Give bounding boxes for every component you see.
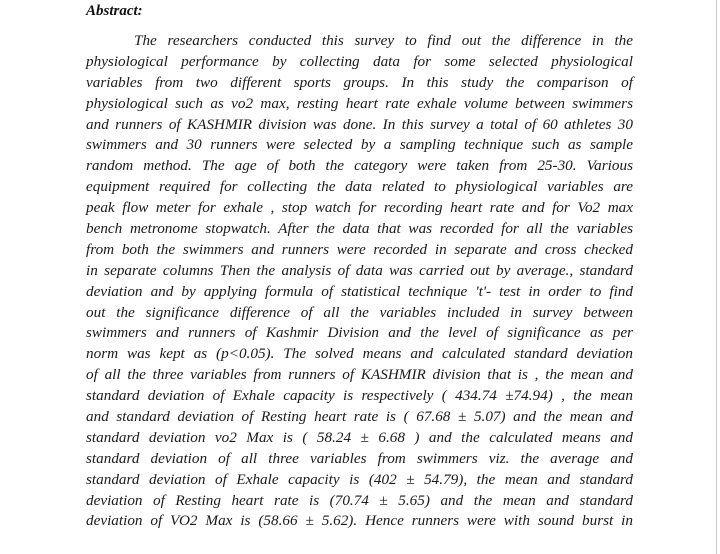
abstract-body	[86, 31, 633, 532]
abstract-line: deviation of Resting heart rate is (70.74 ± 5.65) and the mean and standard	[86, 491, 633, 509]
abstract-line: The researchers conducted this survey to find out the difference in the	[134, 32, 633, 49]
abstract-line: random method. The age of both the category were taken from 25-30. Various	[86, 157, 633, 175]
abstract-line: physiological such as vo2 max, resting heart rate exhale volume between swimmers	[86, 94, 633, 112]
page-edge-divider	[716, 0, 717, 554]
abstract-line: bench metronome stopwatch. After the data that was recorded for all the variables	[86, 220, 633, 238]
abstract-line: equipment required for collecting the data related to physiological variables are	[86, 178, 633, 196]
abstract-line: deviation of VO2 Max is (58.66 ± 5.62). Hence runners were with sound burst in	[86, 512, 633, 530]
abstract-line: swimmers and runners of Kashmir Division and the level of significance as per	[86, 324, 633, 342]
abstract-line: of all the three variables from runners of KASHMIR division that is , the mean and	[86, 366, 633, 384]
abstract-line: norm was kept as (p<0.05). The solved means and calculated standard deviation	[86, 345, 633, 363]
abstract-line: deviation and by applying formula of statistical technique 't'- test in order to find	[86, 282, 633, 300]
abstract-line: physiological performance by collecting data for some selected physiological	[86, 52, 633, 70]
abstract-line: standard deviation of all three variables from swimmers viz. the average and	[86, 449, 633, 467]
abstract-heading: Abstract:	[86, 3, 143, 19]
abstract-line: variables from two different sports groups. In this study the comparison of	[86, 73, 633, 91]
abstract-line: and standard deviation of Resting heart rate is ( 67.68 ± 5.07) and the mean and	[86, 408, 633, 426]
abstract-line: peak flow meter for exhale , stop watch for recording heart rate and for Vo2 max	[86, 199, 633, 217]
abstract-line: in separate columns Then the analysis of data was carried out by average., standard	[86, 261, 633, 279]
abstract-line: standard deviation of Exhale capacity is (402 ± 54.79), the mean and standard	[86, 470, 633, 488]
abstract-line: swimmers and 30 runners were selected by a sampling technique such as sample	[86, 136, 633, 154]
abstract-line: standard deviation vo2 Max is ( 58.24 ± 6.68 ) and the calculated means and	[86, 428, 633, 446]
abstract-line: standard deviation of Exhale capacity is respectively ( 434.74 ±74.94) , the mean	[86, 387, 633, 405]
abstract-line: from both the swimmers and runners were recorded in separate and cross checked	[86, 240, 633, 258]
abstract-line: out the significance difference of all the variables included in survey between	[86, 303, 633, 321]
abstract-line: and runners of KASHMIR division was done. In this survey a total of 60 athletes 30	[86, 115, 633, 133]
